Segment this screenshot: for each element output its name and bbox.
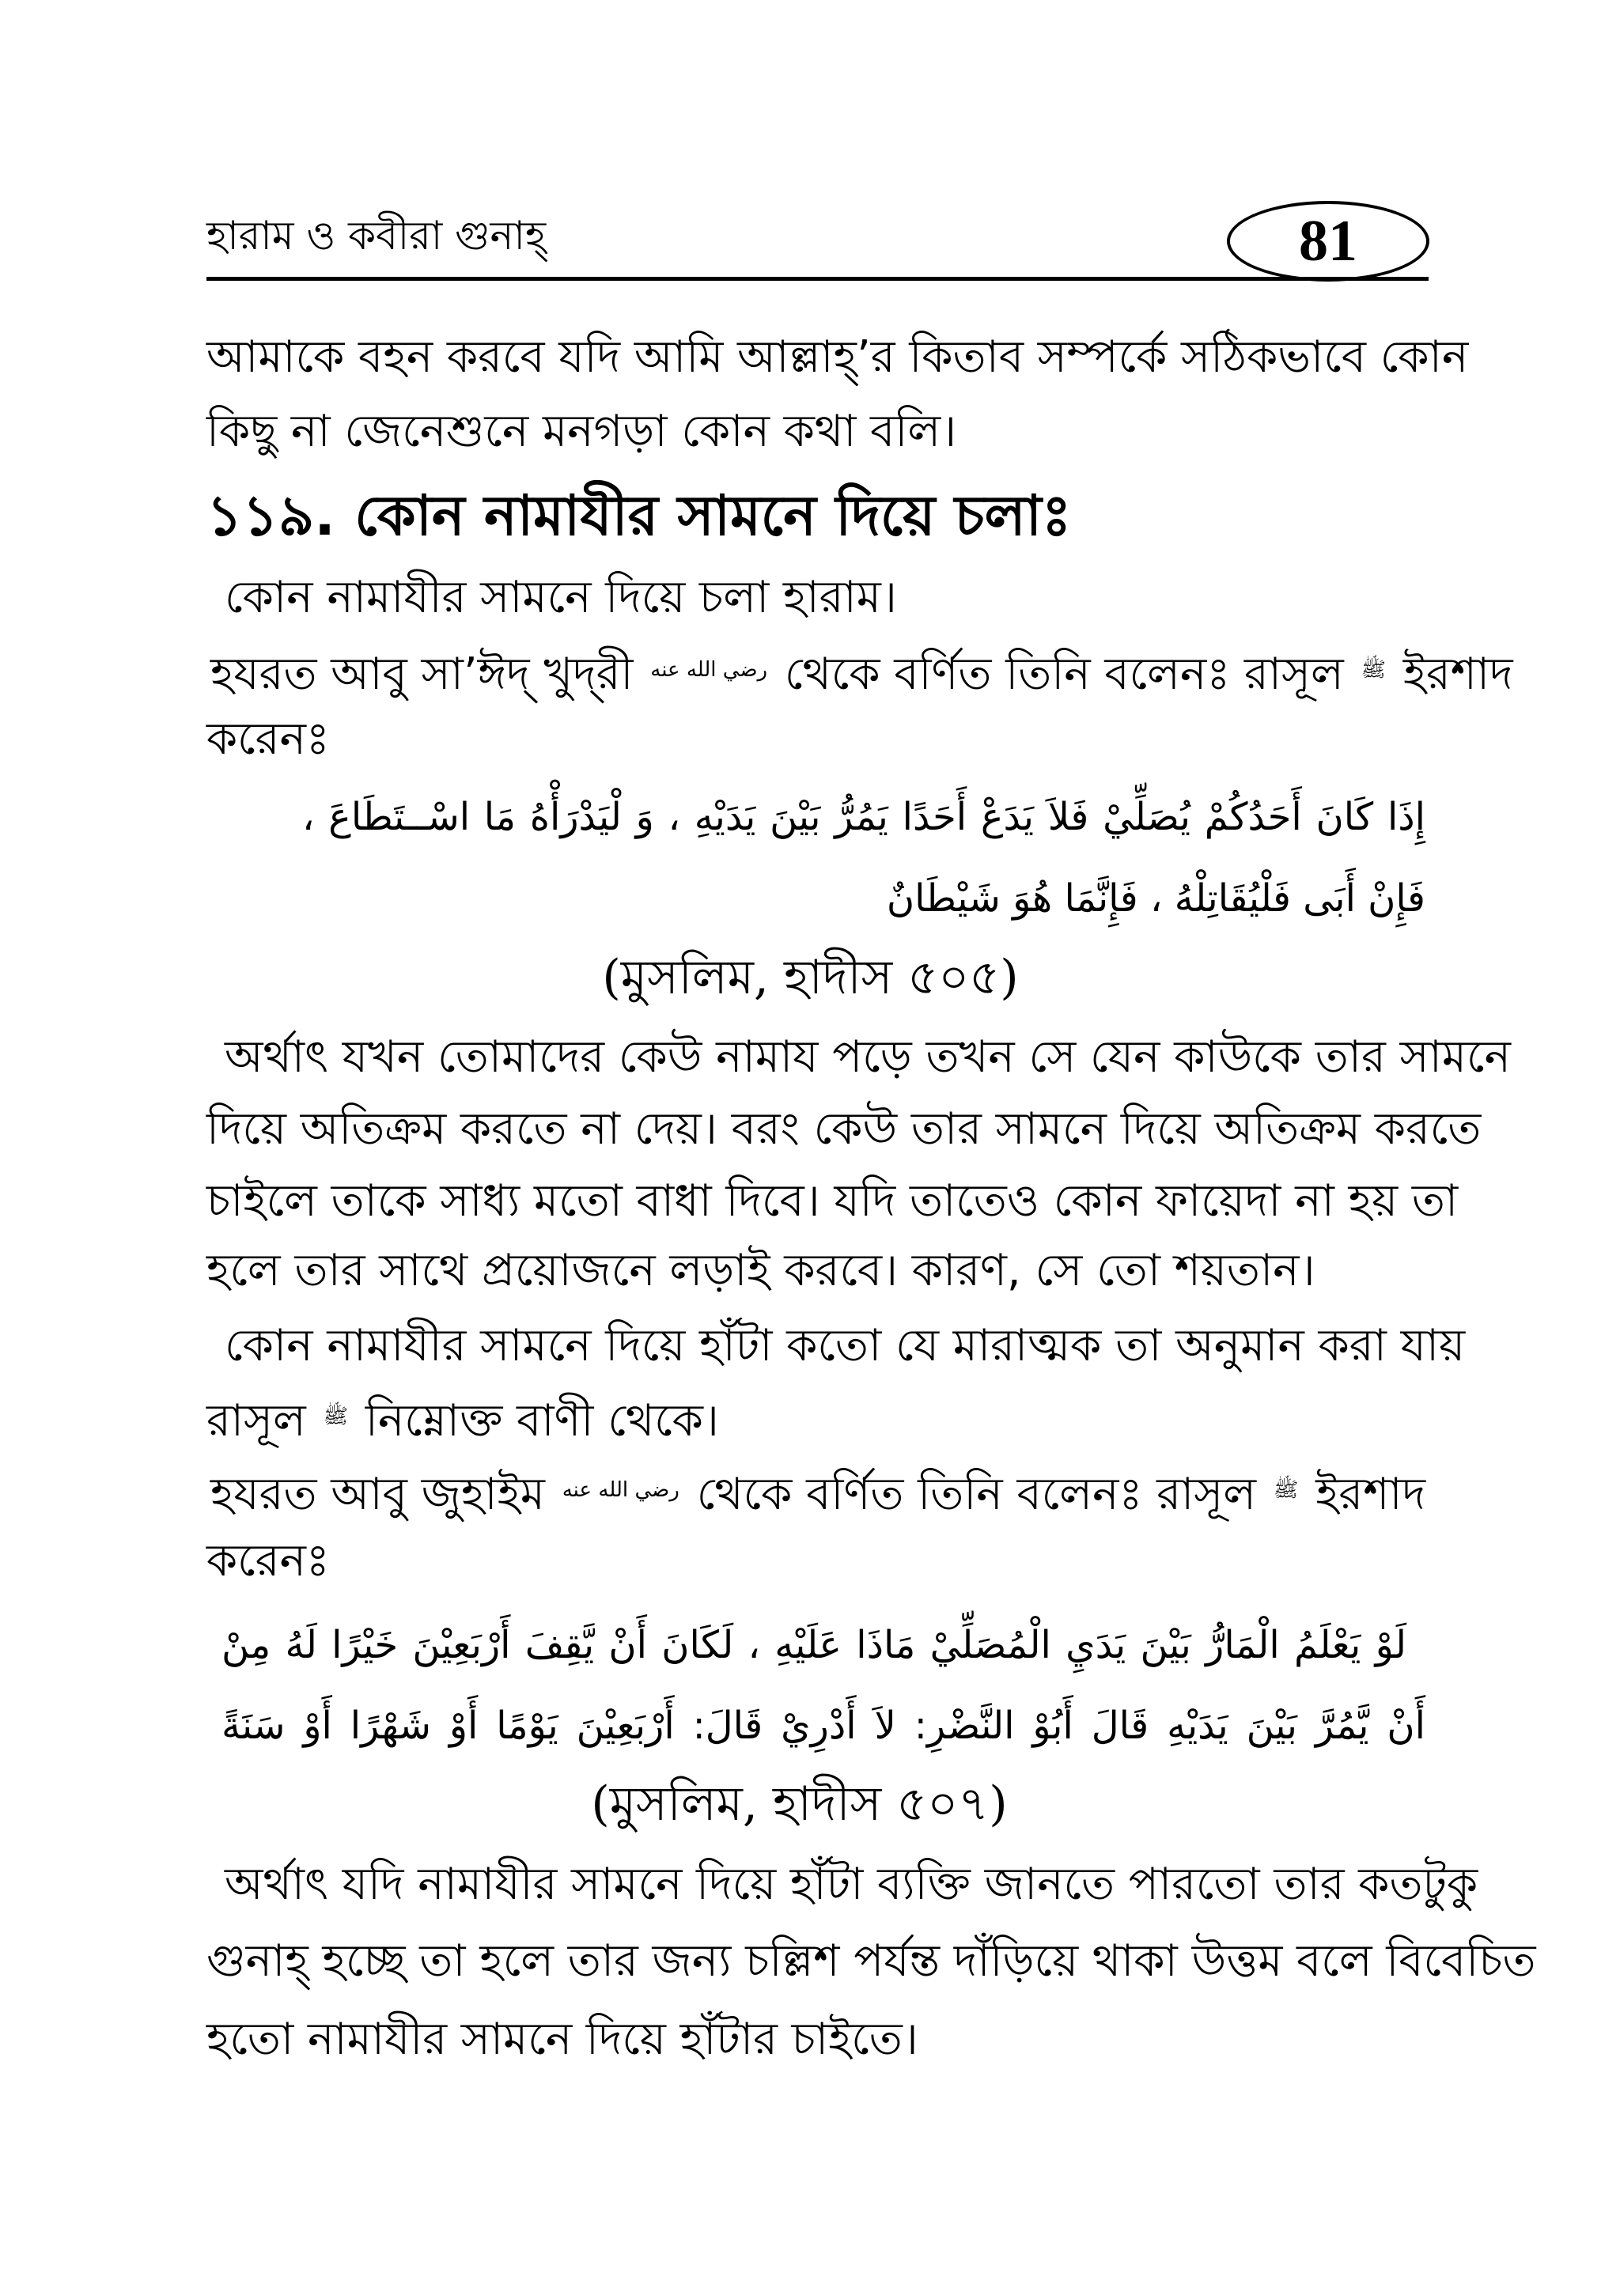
bridge-text: নিম্নোক্ত বাণী থেকে। — [365, 1395, 719, 1447]
hadith-1-arabic-line: إِذَا كَانَ أَحَدُكُمْ يُصَلِّيْ فَلاَ يَدَعْ أَحَدًا يَمُرُّ بَيْنَ يَدَيْهِ ، وَ لْيَدْرَأْهُ مَا اسْــتَطَاعَ ، — [302, 795, 1425, 839]
prophet-honorific-icon: ﷺ — [323, 1405, 348, 1428]
narration-text: ইরশাদ — [1402, 649, 1513, 700]
ruling-text: কোন নামাযীর সামনে দিয়ে চলা হারাম। — [225, 572, 897, 623]
hadith-1-narration-end: করেনঃ — [206, 713, 330, 765]
running-title: হারাম ও কবীরা গুনাহ্ — [206, 213, 547, 259]
narration-text: ইরশাদ — [1315, 1469, 1425, 1520]
hadith-1-reference: (মুসলিম, হাদীস ৫০৫) — [602, 950, 1019, 1005]
narration-text: হযরত আবু সা’ঈদ্ খুদ্‌রী — [210, 649, 634, 700]
section-heading: ১১৯. কোন নামাযীর সামনে দিয়ে চলাঃ — [206, 483, 1072, 548]
narration-text: থেকে বর্ণিত তিনি বলেনঃ রাসূল — [696, 1469, 1256, 1520]
hadith-2-reference: (মুসলিম, হাদীস ৫০৭) — [591, 1776, 1008, 1832]
header-rule — [206, 277, 1429, 281]
narration-text: হযরত আবু জুহাইম — [210, 1469, 545, 1520]
prophet-honorific-icon: ﷺ — [1361, 658, 1386, 682]
continuation-line: কিছু না জেনেশুনে মনগড়া কোন কথা বলি। — [206, 406, 957, 457]
narration-text: থেকে বর্ণিত তিনি বলেনঃ রাসূল — [784, 649, 1344, 700]
hadith-1-narration — [210, 634, 1513, 705]
hadith-1-translation-line: হলে তার সাথে প্রয়োজনে লড়াই করবে। কারণ, সে তো শয়তান। — [206, 1245, 1315, 1296]
continuation-line: আমাকে বহন করবে যদি আমি আল্লাহ্’র কিতাব সম্পর্কে সঠিকভাবে কোন — [206, 331, 1469, 383]
hadith-2-translation-line: হতো নামাযীর সামনে দিয়ে হাঁটার চাইতে। — [206, 2014, 918, 2065]
hadith-2-translation-line: অর্থাৎ যদি নামাযীর সামনে দিয়ে হাঁটা ব্যক্তি জানতে পারতো তার কতটুকু — [225, 1859, 1478, 1910]
hadith-2-narration-end: করেনঃ — [206, 1535, 330, 1587]
hadith-1-translation-line: অর্থাৎ যখন তোমাদের কেউ নামায পড়ে তখন সে যেন কাউকে তার সামনে — [225, 1031, 1511, 1083]
bridge-line — [206, 1381, 1425, 1452]
hadith-2-arabic-line: أَنْ يَّمُرَّ بَيْنَ يَدَيْهِ قَالَ أَبُوْ النَّضْرِ: لاَ أَدْرِيْ قَالَ: أَرْبَعِيْنَ يَوْمًا أَوْ شَهْرًا أَوْ سَنَةً — [221, 1704, 1425, 1748]
hadith-2-arabic-line: لَوْ يَعْلَمُ الْمَارُّ بَيْنَ يَدَيِ الْمُصَلِّيْ مَاذَا عَلَيْهِ ، لَكَانَ أَنْ يَّقِفَ أَرْبَعِيْنَ خَيْرًا لَهُ مِنْ — [221, 1623, 1406, 1667]
companion-honorific-icon: رضي الله عنه — [562, 1478, 679, 1502]
hadith-1-translation-line: চাইলে তাকে সাধ্য মতো বাধা দিবে। যদি তাতেও কোন ফায়েদা না হয় তা — [206, 1175, 1459, 1227]
hadith-2-translation-line: গুনাহ্ হচ্ছে তা হলে তার জন্য চল্লিশ পর্যন্ত দাঁড়িয়ে থাকা উত্তম বলে বিবেচিত — [206, 1935, 1536, 1987]
hadith-2-narration — [210, 1454, 1425, 1526]
companion-honorific-icon: رضي الله عنه — [650, 658, 768, 682]
hadith-1-translation-line: দিয়ে অতিক্রম করতে না দেয়। বরং কেউ তার সামনে দিয়ে অতিক্রম করতে — [206, 1103, 1482, 1155]
bridge-line: কোন নামাযীর সামনে দিয়ে হাঁটা কতো যে মারাত্মক তা অনুমান করা যায় — [225, 1320, 1466, 1371]
hadith-1-arabic-line: فَإِنْ أَبَى فَلْيُقَاتِلْهُ ، فَإِنَّمَا هُوَ شَيْطَانٌ — [886, 876, 1425, 921]
prophet-honorific-icon: ﷺ — [1273, 1478, 1299, 1502]
page-number: 81 — [1227, 201, 1429, 282]
bridge-text: রাসূল — [206, 1395, 306, 1447]
